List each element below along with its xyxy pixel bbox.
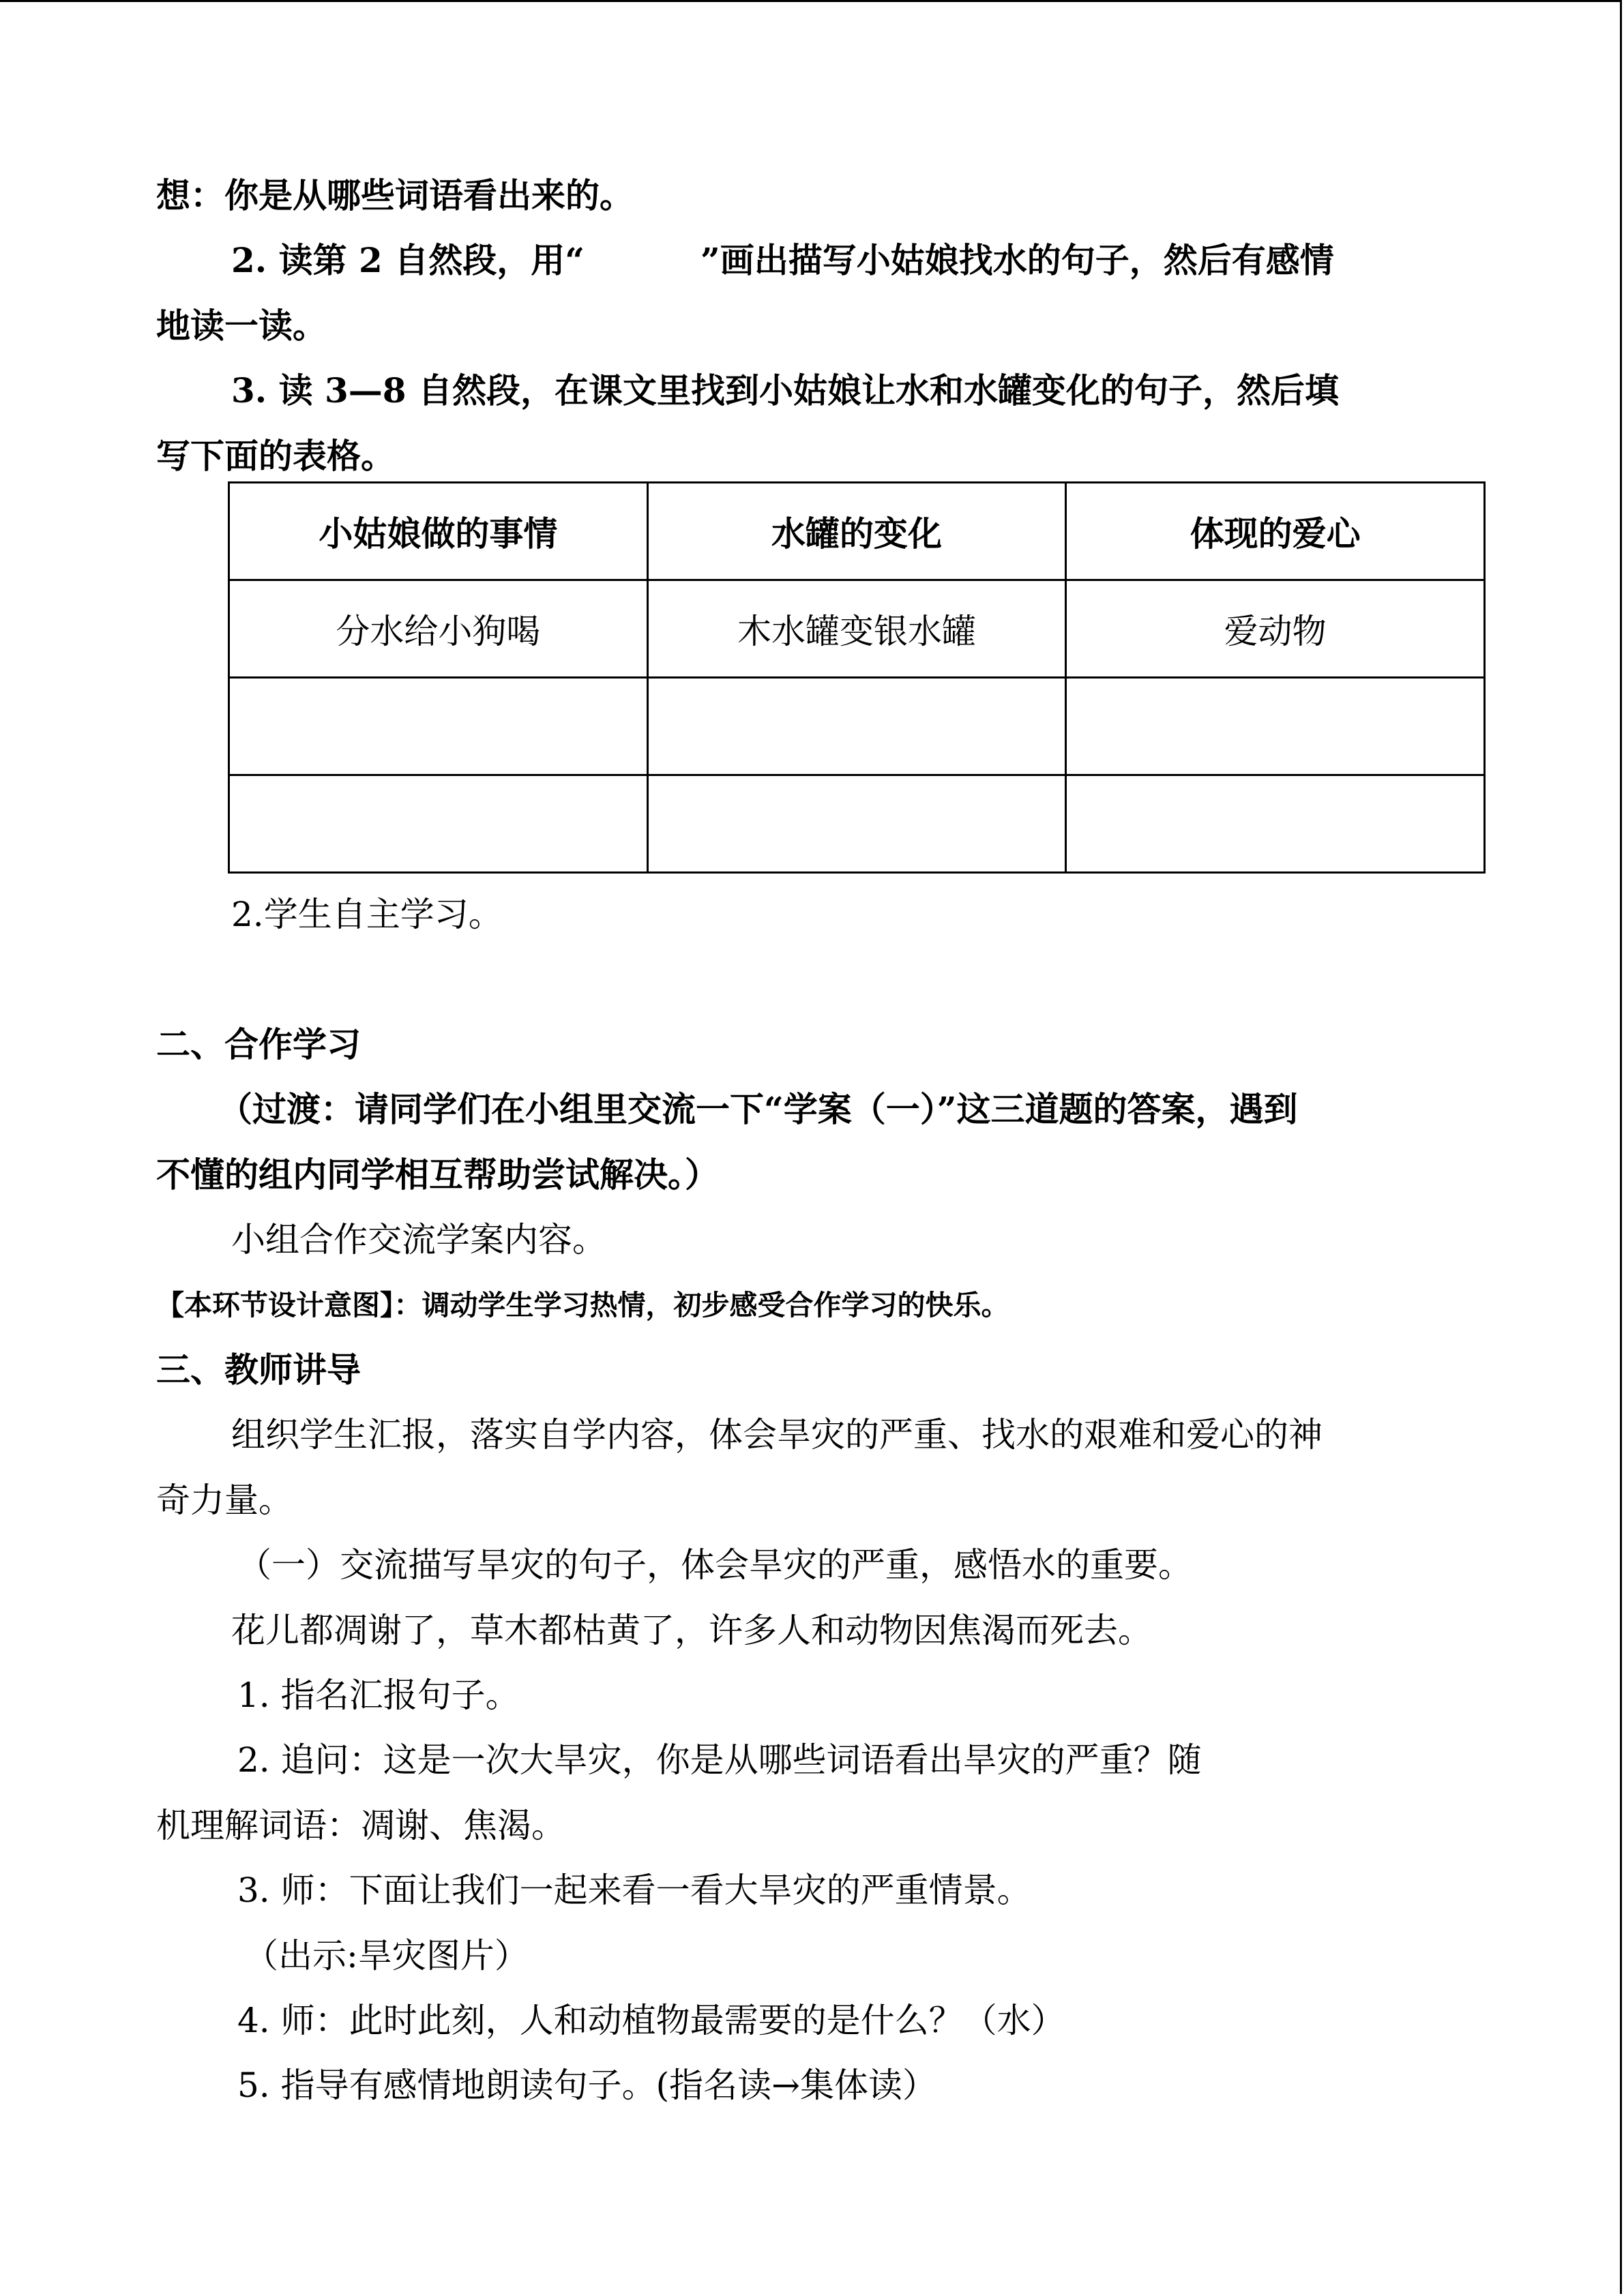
table-cell <box>229 775 648 873</box>
section-3-intro-line2: 奇力量。 <box>156 1480 293 1520</box>
section-3-intro-line1: 组织学生汇报，落实自学内容，体会旱灾的严重、找水的艰难和爱心的神 <box>231 1415 1323 1455</box>
table-cell <box>1066 775 1485 873</box>
group-activity: 小组合作交流学案内容。 <box>231 1220 606 1259</box>
step-5: 5. 指导有感情地朗读句子。(指名读→集体读） <box>237 2066 936 2105</box>
question-1-continued: 想：你是从哪些词语看出来的。 <box>156 175 634 215</box>
subsection-1: （一）交流描写旱灾的句子，体会旱灾的严重，感悟水的重要。 <box>237 1545 1192 1585</box>
change-table <box>228 481 1486 874</box>
transition-line1: （过渡：请同学们在小组里交流一下“学案（一）”这三道题的答案，遇到 <box>218 1089 1298 1129</box>
section-3-heading: 三、教师讲导 <box>156 1350 361 1390</box>
quoted-sentence: 花儿都凋谢了，草木都枯黄了，许多人和动物因焦渴而死去。 <box>231 1611 1152 1650</box>
transition-line2: 不懂的组内同学相互帮助尝试解决。） <box>156 1154 719 1195</box>
table-cell: 木水罐变银水罐 <box>647 580 1066 678</box>
table-row <box>229 678 1485 775</box>
step-3: 3. 师：下面让我们一起来看一看大旱灾的严重情景。 <box>237 1870 1031 1910</box>
table-cell: 爱动物 <box>1066 580 1485 678</box>
table-header-cell: 小姑娘做的事情 <box>229 483 648 580</box>
question-2 <box>231 240 1334 281</box>
table-cell <box>1066 678 1485 775</box>
step-4: 4. 师：此时此刻，人和动植物最需要的是什么？（水） <box>237 2001 1065 2040</box>
table-cell <box>647 678 1066 775</box>
question-2-part2: ”画出描写小姑娘找水的句子，然后有感情 <box>700 240 1334 280</box>
question-3: 3. 读 3—8 自然段，在课文里找到小姑娘让水和水罐变化的句子，然后填 <box>231 370 1339 411</box>
step-2-line2: 机理解词语：凋谢、焦渴。 <box>156 1806 565 1845</box>
question-3-line2: 写下面的表格。 <box>156 436 395 476</box>
step-2: 2. 追问：这是一次大旱灾，你是从哪些词语看出旱灾的严重？随 <box>237 1740 1202 1780</box>
table-header-row <box>229 483 1485 580</box>
table-row <box>229 580 1485 678</box>
section-2-heading: 二、合作学习 <box>156 1024 361 1064</box>
table-row <box>229 775 1485 873</box>
table-cell: 分水给小狗喝 <box>229 580 648 678</box>
step-1: 1. 指名汇报句子。 <box>237 1675 520 1715</box>
table-header-cell: 体现的爱心 <box>1066 483 1485 580</box>
step-3-show: （出示:旱灾图片） <box>244 1936 529 1976</box>
table-cell <box>229 678 648 775</box>
self-study-note: 2.学生自主学习。 <box>231 895 503 934</box>
design-intent-note: 【本环节设计意图】：调动学生学习热情，初步感受合作学习的快乐。 <box>156 1289 1009 1322</box>
table-header-cell: 水罐的变化 <box>647 483 1066 580</box>
question-2-part1: 2. 读第 2 自然段，用“ <box>231 240 585 280</box>
table-cell <box>647 775 1066 873</box>
question-2-line2: 地读一读。 <box>156 305 327 346</box>
